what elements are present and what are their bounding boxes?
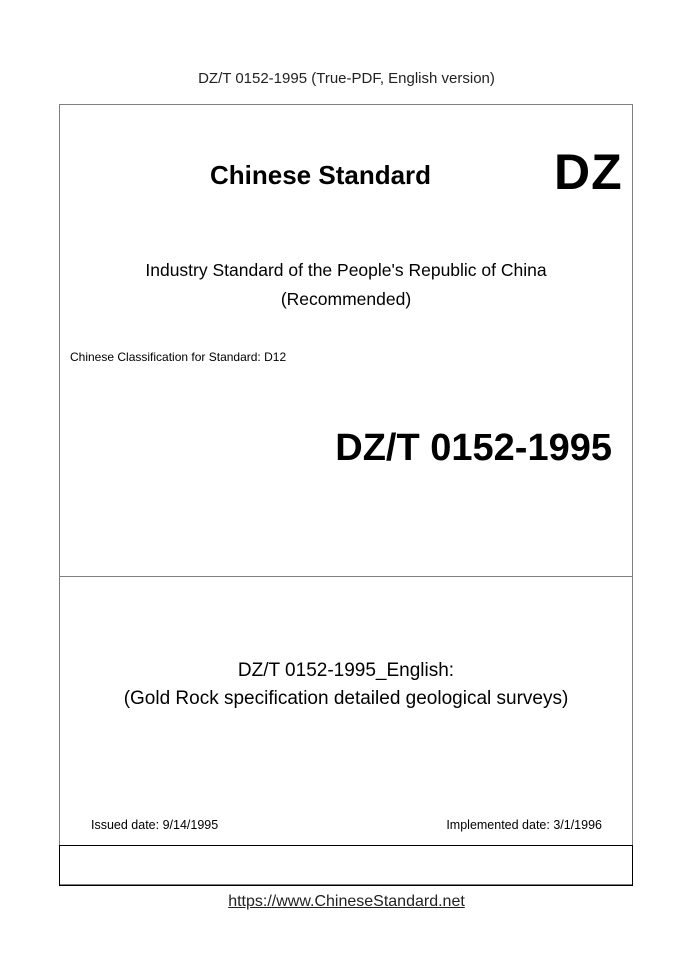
- footer-link[interactable]: https://www.ChineseStandard.net: [228, 893, 465, 910]
- standard-number: DZ/T 0152-1995: [335, 427, 612, 469]
- doc-type-title: Chinese Standard: [210, 160, 432, 190]
- cover-top-section: [60, 105, 632, 577]
- title-description: (Gold Rock specification detailed geological surveys): [123, 688, 569, 709]
- dz-mark: DZ: [554, 144, 623, 200]
- recommended-line: (Recommended): [280, 289, 412, 309]
- english-title: DZ/T 0152-1995_English:: [237, 660, 455, 681]
- header-title: DZ/T 0152-1995 (True-PDF, English version): [198, 70, 495, 87]
- implemented-date: Implemented date: 3/1/1996: [446, 818, 602, 832]
- issued-date: Issued date: 9/14/1995: [91, 818, 219, 832]
- bottom-box: [59, 845, 633, 886]
- cover-frame: [59, 104, 633, 885]
- classification-text: Chinese Classification for Standard: D12: [70, 350, 287, 364]
- industry-line: Industry Standard of the People's Republic of China: [145, 260, 547, 280]
